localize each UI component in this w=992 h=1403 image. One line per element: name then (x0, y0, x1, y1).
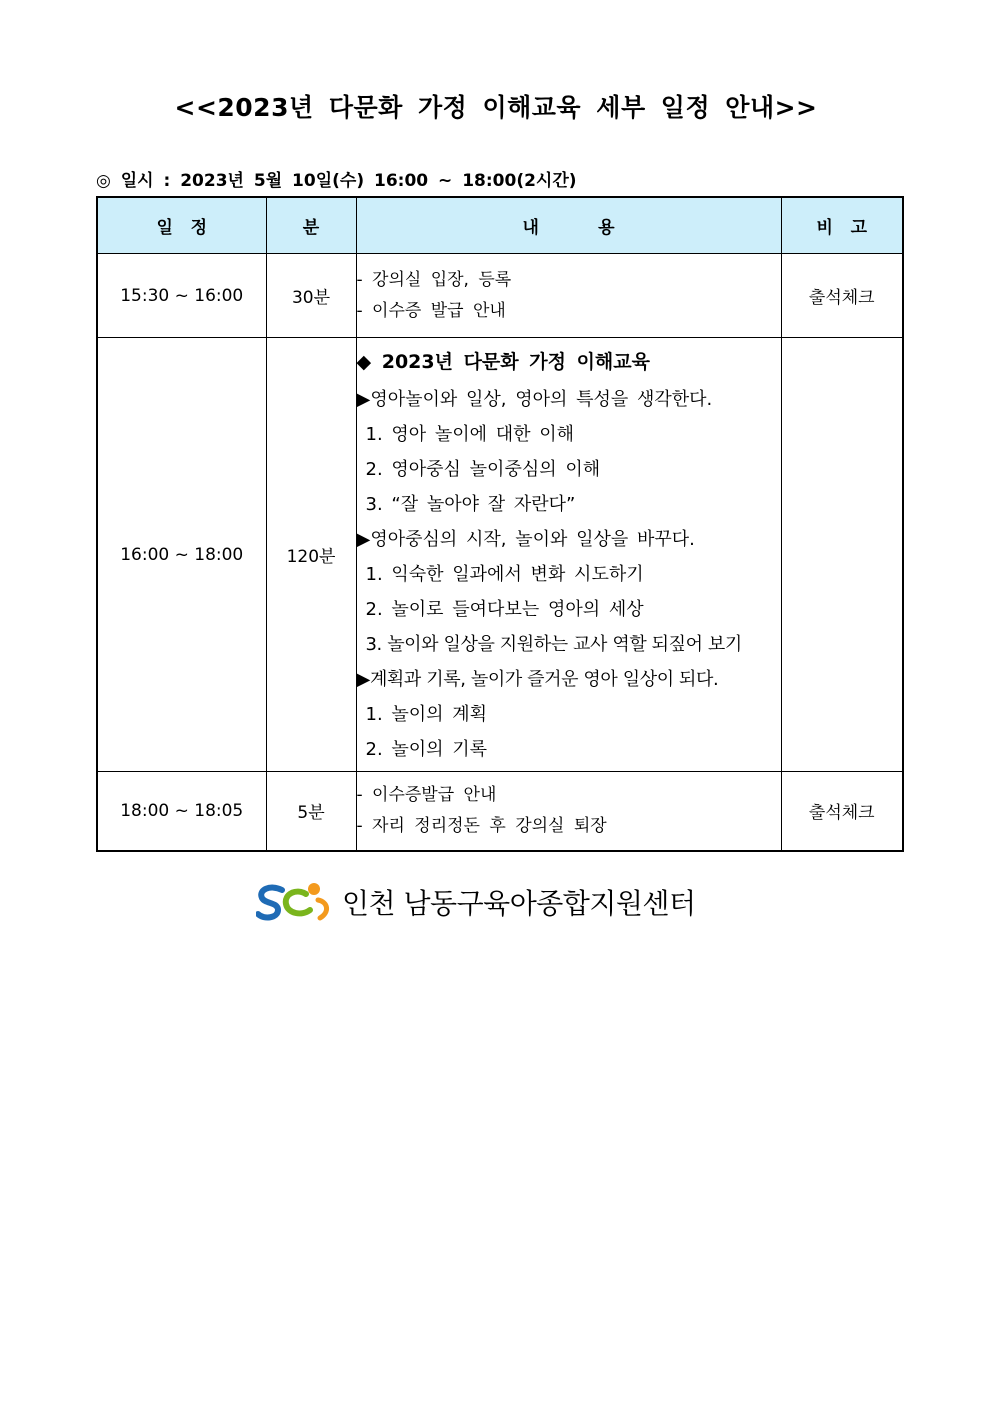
row-note: 출석체크 (781, 772, 903, 851)
page-title: <<2023년 다문화 가정 이해교육 세부 일정 안내>> (174, 93, 818, 122)
section-item: 3. “잘 놀아야 잘 자란다” (365, 494, 576, 515)
row-minutes: 120분 (266, 338, 356, 772)
row-content (356, 772, 781, 851)
content-line: - 강의실 입장, 등록 (356, 269, 512, 290)
row-minutes: 5분 (266, 772, 356, 851)
center-logo-icon (256, 880, 334, 924)
organization-name: 인천 남동구육아종합지원센터 (342, 887, 696, 920)
section-item: 3. 놀이와 일상을 지원하는 교사 역할 되짚어 보기 (365, 634, 742, 655)
content-line: - 이수증발급 안내 (356, 784, 497, 805)
header-minutes: 분 (266, 197, 356, 254)
section-item: 1. 영아 놀이에 대한 이해 (365, 424, 575, 445)
row-minutes: 30분 (266, 254, 356, 338)
header-note: 비 고 (781, 197, 903, 254)
schedule-table (96, 196, 904, 852)
row-content (356, 254, 781, 338)
row-time: 15:30 ~ 16:00 (97, 254, 266, 338)
footer (256, 880, 696, 924)
content-line: - 자리 정리정돈 후 강의실 퇴장 (356, 815, 607, 836)
row-time: 18:00 ~ 18:05 (97, 772, 266, 851)
content-line: - 이수증 발급 안내 (356, 300, 506, 321)
section-title: ▶영아놀이와 일상, 영아의 특성을 생각한다. (356, 389, 713, 410)
section-item: 2. 놀이의 기록 (365, 739, 488, 760)
section-item: 2. 영아중심 놀이중심의 이해 (365, 459, 601, 480)
table-row (97, 338, 903, 772)
section-item: 1. 익숙한 일과에서 변화 시도하기 (365, 564, 644, 585)
table-row (97, 254, 903, 338)
section-item: 2. 놀이로 들여다보는 영아의 세상 (365, 599, 644, 620)
section-title: ▶계획과 기록, 놀이가 즐거운 영아 일상이 되다. (356, 669, 719, 690)
event-date-line: ◎ 일시 : 2023년 5월 10일(수) 16:00 ~ 18:00(2시간) (96, 171, 577, 191)
table-row (97, 772, 903, 851)
row-time: 16:00 ~ 18:00 (97, 338, 266, 772)
row-content (356, 338, 781, 772)
section-item: 1. 놀이의 계획 (365, 704, 488, 725)
header-schedule: 일 정 (97, 197, 266, 254)
row-note (781, 338, 903, 772)
row-note: 출석체크 (781, 254, 903, 338)
program-heading: ◆ 2023년 다문화 가정 이해교육 (356, 351, 650, 373)
section-title: ▶영아중심의 시작, 놀이와 일상을 바꾸다. (356, 529, 695, 550)
header-content: 내 용 (356, 197, 781, 254)
table-header-row (97, 197, 903, 254)
